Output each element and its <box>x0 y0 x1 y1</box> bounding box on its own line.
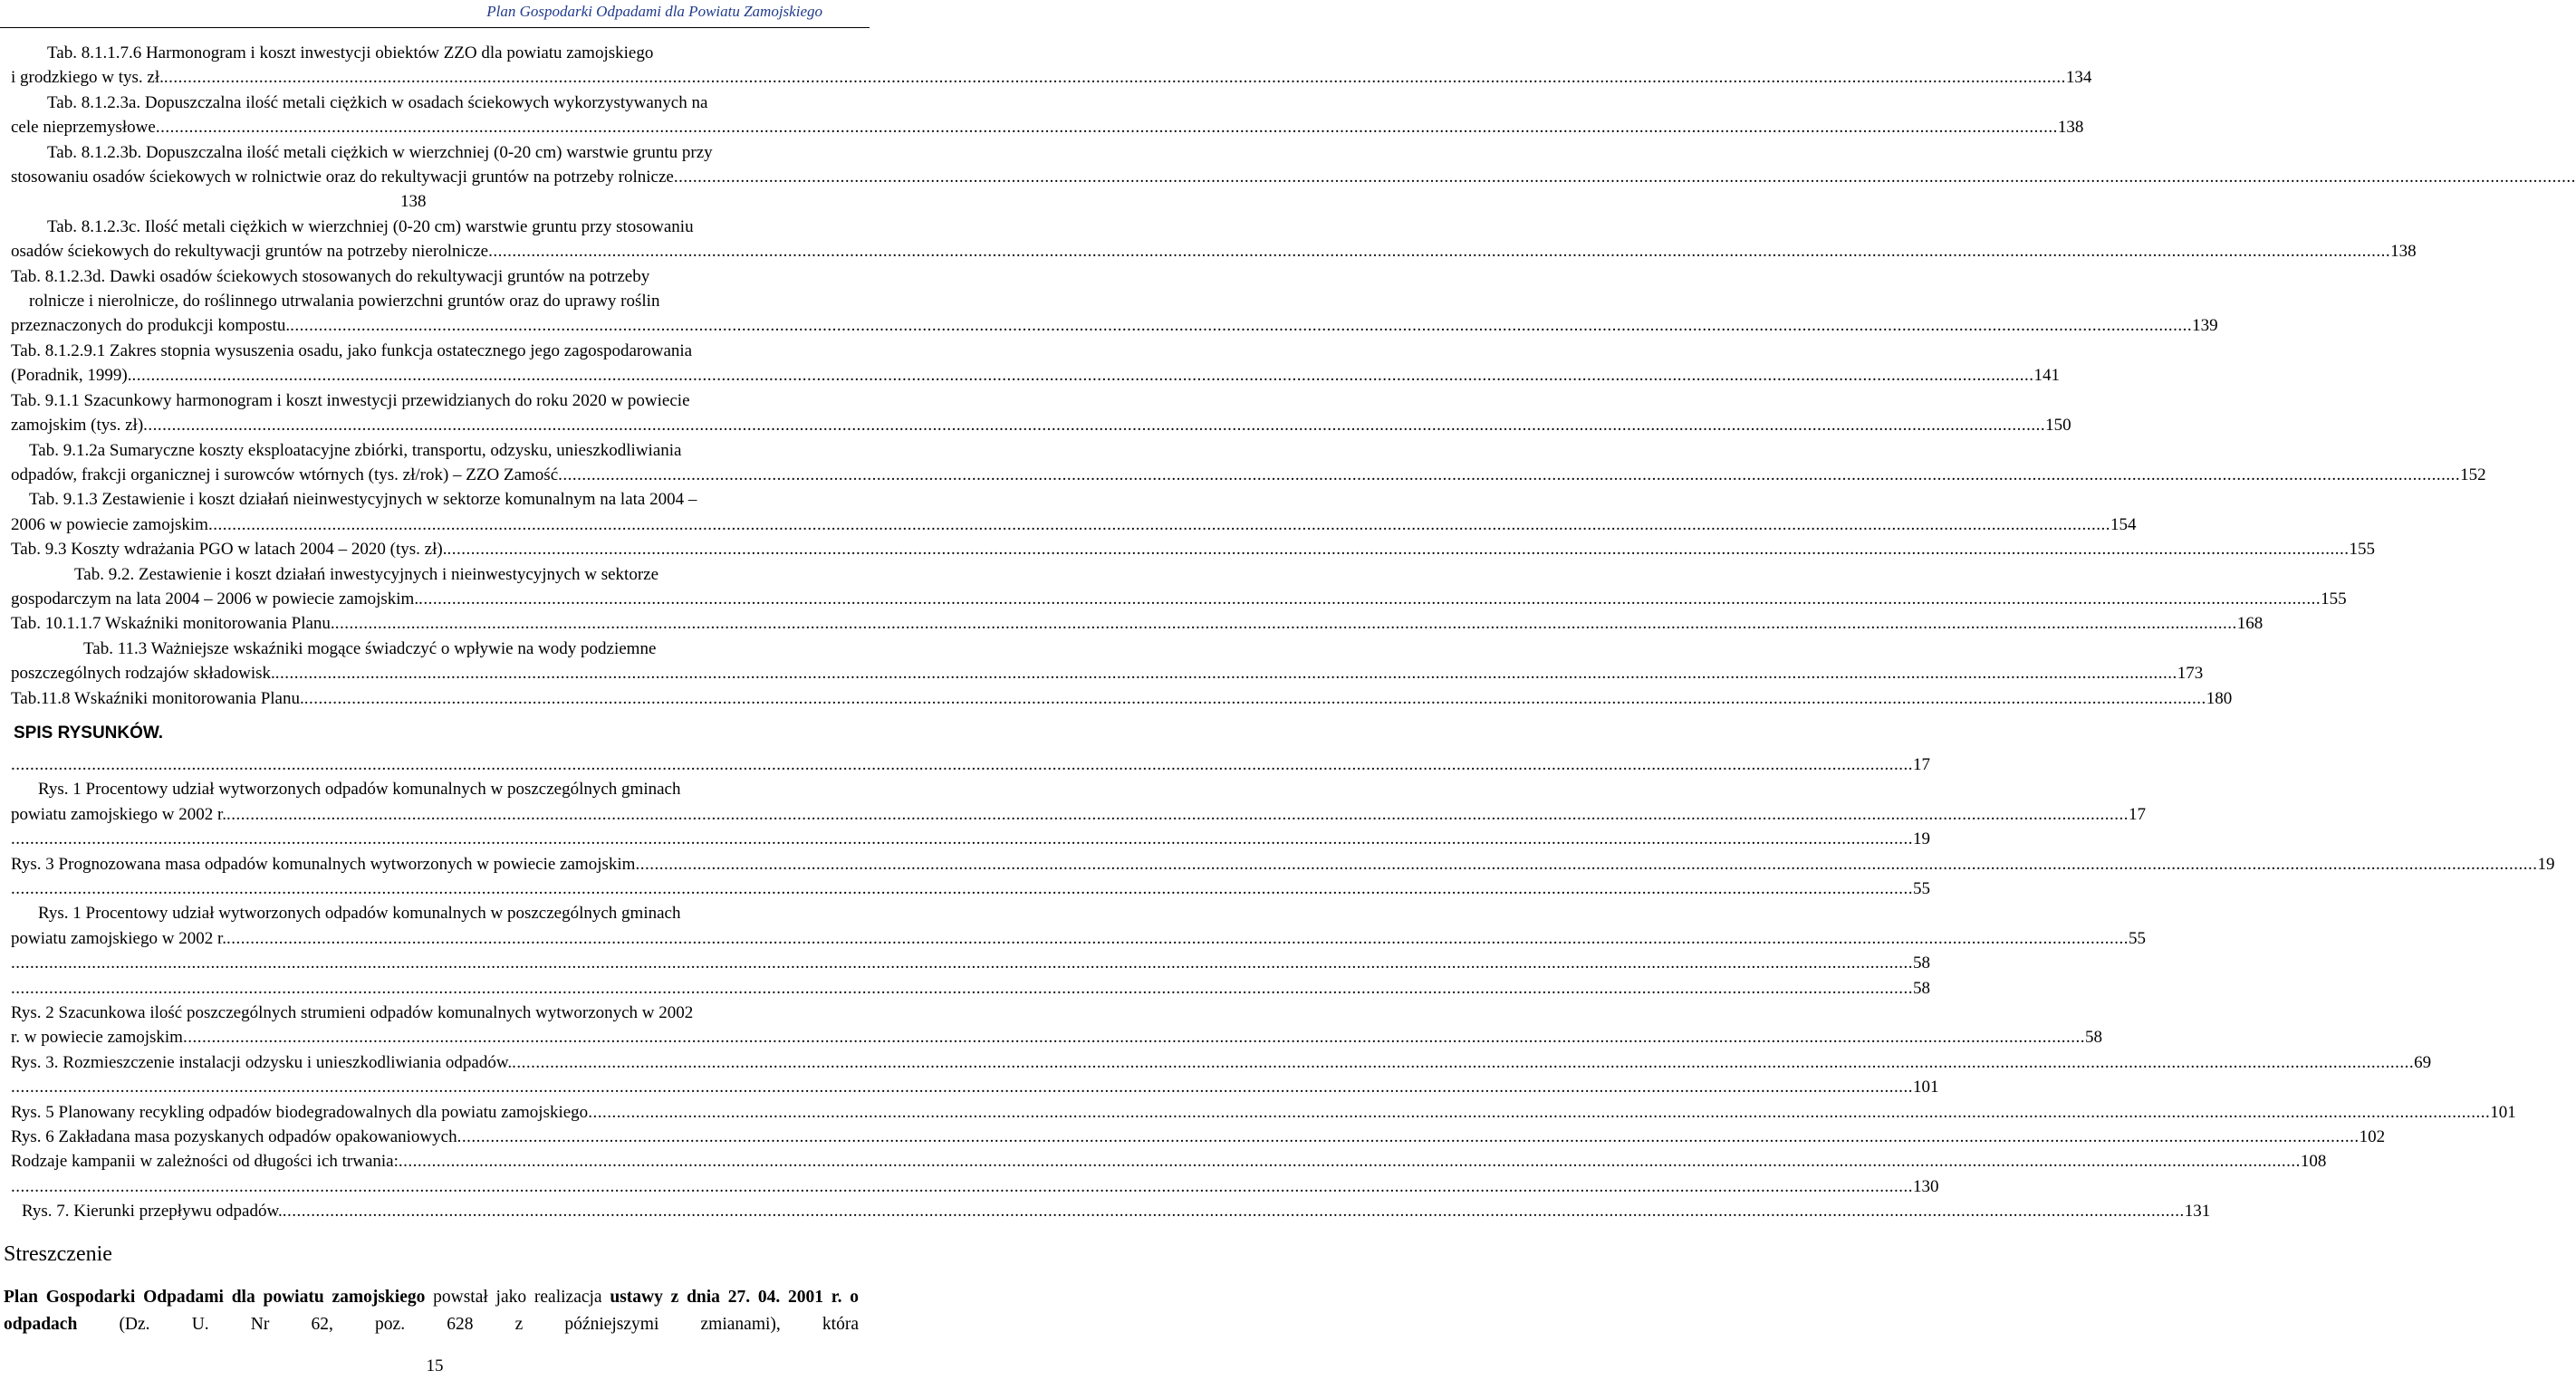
figure-page: 69 <box>2414 1052 2432 1072</box>
summary-text-2: (Dz. U. Nr 62, poz. 628 z późniejszymi zmianami), która <box>77 1315 859 1334</box>
figure-entry[interactable] <box>11 1125 2386 1149</box>
summary-heading: Streszczenie <box>4 1242 112 1266</box>
figure-line[interactable] <box>11 976 1930 1001</box>
figure-page: 58 <box>1913 954 1930 973</box>
table-line[interactable] <box>11 686 2233 711</box>
table-title: zamojskim (tys. zł) <box>11 416 144 436</box>
figure-page: 19 <box>2537 854 2555 874</box>
table-page: 168 <box>2236 614 2264 634</box>
figure-page: 102 <box>2359 1127 2386 1147</box>
figure-entry[interactable] <box>11 777 2146 827</box>
figure-title: Rys. 3. Rozmieszczenie instalacji odzysku i unieszkodliwiania odpadów. <box>11 1052 513 1072</box>
figure-page: 19 <box>1913 829 1930 849</box>
table-line[interactable] <box>11 363 2061 388</box>
dot-leader: ................................................................................................................................................................................................................................................................................................................................................................................................................ <box>11 879 1913 898</box>
dot-leader: ................................................................................................................................................................................................................................................................................................................................................................................................................ <box>418 589 2321 609</box>
table-title-first: Tab. 8.1.2.9.1 Zakres stopnia wysuszenia osadu, jako funkcja ostatecznego jego zagospodarowania <box>11 340 693 360</box>
figure-page: 108 <box>2300 1152 2327 1172</box>
table-line[interactable] <box>11 537 2375 561</box>
figure-title-first: Rys. 1 Procentowy udział wytworzonych odpadów komunalnych w poszczególnych gminach <box>38 904 681 924</box>
table-title-middle: rolnicze i nierolnicze, do roślinnego utrwalania powierzchni gruntów oraz do uprawy roślin <box>29 292 660 311</box>
figure-entry[interactable] <box>11 877 1930 901</box>
dot-leader: ................................................................................................................................................................................................................................................................................................................................................................................................................ <box>303 688 2206 708</box>
dot-leader: ................................................................................................................................................................................................................................................................................................................................................................................................................ <box>558 465 2461 484</box>
table-title-first: Tab. 8.1.2.3a. Dopuszczalna ilość metali ciężkich w osadach ściekowych wykorzystywanych na <box>47 92 708 112</box>
summary-paragraph <box>4 1284 859 1338</box>
table-entry[interactable] <box>11 562 2347 612</box>
table-title: Tab. 9.3 Koszty wdrażania PGO w latach 2004 – 2020 (tys. zł). <box>11 540 447 560</box>
table-title-first: Tab. 8.1.1.7.6 Harmonogram i koszt inwestycji obiektów ZZO dla powiatu zamojskiego <box>47 43 654 62</box>
table-title-first: Tab. 8.1.2.3c. Ilość metali ciężkich w wierzchniej (0-20 cm) warstwie gruntu przy stosowaniu <box>47 216 694 236</box>
summary-bold-2: ustawy z dnia 27. 04. 2001 r. o odpadach <box>4 1288 860 1334</box>
table-entry[interactable] <box>11 637 2204 686</box>
table-entry[interactable] <box>11 91 2084 140</box>
figure-page: 17 <box>2129 804 2146 824</box>
figure-line[interactable] <box>11 877 1930 901</box>
dot-leader: ................................................................................................................................................................................................................................................................................................................................................................................................................ <box>11 829 1913 849</box>
figure-title: Rys. 5 Planowany recykling odpadów biodegradowalnych dla powiatu zamojskiego <box>11 1102 589 1122</box>
figure-line[interactable] <box>11 752 1930 777</box>
figure-entry[interactable] <box>11 951 1930 975</box>
figure-title: Rys. 6 Zakładana masa pozyskanych odpadów opakowaniowych <box>11 1127 457 1147</box>
table-title: 2006 w powiecie zamojskim <box>11 514 208 534</box>
table-title-first: Tab. 9.1.3 Zestawienie i koszt działań nieinwestycyjnych w sektorze komunalnym na lata 2004 – <box>29 490 697 510</box>
table-entry[interactable] <box>11 611 2264 636</box>
figure-entry[interactable] <box>11 1174 1939 1199</box>
figure-line[interactable] <box>11 1199 2211 1223</box>
figures-heading: SPIS RYSUNKÓW. <box>14 723 164 743</box>
table-page: 150 <box>2045 416 2071 436</box>
summary-text-1: powstał jako realizacja <box>425 1288 610 1307</box>
table-line[interactable] <box>11 313 2218 338</box>
figure-title: powiatu zamojskiego w 2002 r. <box>11 928 226 948</box>
dot-leader: ................................................................................................................................................................................................................................................................................................................................................................................................................ <box>488 242 2391 262</box>
table-title: odpadów, frakcji organicznej i surowców wtórnych (tys. zł/rok) – ZZO Zamość <box>11 465 559 484</box>
figure-page: 131 <box>2184 1202 2211 1222</box>
figure-entry[interactable] <box>11 827 1930 851</box>
table-title: i grodzkiego w tys. zł. <box>11 68 164 88</box>
figure-entry[interactable] <box>11 752 1930 777</box>
table-line[interactable] <box>11 513 2137 537</box>
figure-title-first: Rys. 2 Szacunkowa ilość poszczególnych strumieni odpadów komunalnych wytworzonych w 2002 <box>11 1003 694 1023</box>
tables-list <box>11 41 2576 711</box>
dot-leader: ................................................................................................................................................................................................................................................................................................................................................................................................................ <box>635 854 2538 874</box>
dot-leader: ................................................................................................................................................................................................................................................................................................................................................................................................................ <box>207 514 2110 534</box>
table-page: 155 <box>2349 540 2375 560</box>
table-page: 154 <box>2110 514 2137 534</box>
table-title: osadów ściekowych do rekultywacji gruntów na potrzeby nierolnicze <box>11 242 489 262</box>
page-number: 15 <box>426 1356 444 1375</box>
table-title-first: Tab. 9.1.1 Szacunkowy harmonogram i koszt inwestycji przewidzianych do roku 2020 w powiecie <box>11 390 690 410</box>
table-line[interactable] <box>11 115 2084 139</box>
table-page: 152 <box>2460 465 2486 484</box>
dot-leader: ................................................................................................................................................................................................................................................................................................................................................................................................................ <box>182 1028 2085 1048</box>
figure-title: r. w powiecie zamojskim <box>11 1028 183 1048</box>
table-entry[interactable] <box>11 264 2218 339</box>
dot-leader: ................................................................................................................................................................................................................................................................................................................................................................................................................ <box>447 540 2350 560</box>
table-page: 138 <box>2390 242 2417 262</box>
table-page: 155 <box>2321 589 2347 609</box>
figure-entry[interactable] <box>11 852 2555 877</box>
dot-leader: ................................................................................................................................................................................................................................................................................................................................................................................................................ <box>11 954 1913 973</box>
table-title-first: Tab. 8.1.2.3b. Dopuszczalna ilość metali ciężkich w wierzchniej (0-20 cm) warstwie gruntu przy <box>47 142 713 162</box>
dot-leader: ................................................................................................................................................................................................................................................................................................................................................................................................................ <box>512 1052 2415 1072</box>
dot-leader: ................................................................................................................................................................................................................................................................................................................................................................................................................ <box>131 366 2034 386</box>
dot-leader: ................................................................................................................................................................................................................................................................................................................................................................................................................ <box>11 1176 1913 1196</box>
figure-entry[interactable] <box>11 1001 2102 1050</box>
figure-line[interactable] <box>11 827 1930 851</box>
table-line[interactable] <box>11 165 2576 189</box>
table-page: 141 <box>2033 366 2061 386</box>
figure-entry[interactable] <box>11 1100 2516 1125</box>
figure-page: 130 <box>1913 1176 1939 1196</box>
page-header <box>0 0 870 28</box>
figure-entry[interactable] <box>11 1199 2211 1223</box>
table-entry[interactable] <box>11 140 2576 215</box>
dot-leader: ................................................................................................................................................................................................................................................................................................................................................................................................................ <box>11 754 1913 774</box>
table-entry[interactable] <box>11 537 2375 561</box>
figure-line[interactable] <box>11 802 2146 827</box>
dot-leader: ................................................................................................................................................................................................................................................................................................................................................................................................................ <box>163 68 2066 88</box>
figure-line[interactable] <box>11 1075 1939 1099</box>
figure-entry[interactable] <box>11 901 2146 951</box>
dot-leader: ................................................................................................................................................................................................................................................................................................................................................................................................................ <box>673 168 2576 187</box>
dot-leader: ................................................................................................................................................................................................................................................................................................................................................................................................................ <box>398 1152 2301 1172</box>
table-title: stosowaniu osadów ściekowych w rolnictwie oraz do rekultywacji gruntów na potrzeby rolnicze <box>11 168 674 187</box>
figure-title-first: Rys. 1 Procentowy udział wytworzonych odpadów komunalnych w poszczególnych gminach <box>38 780 681 800</box>
figure-title: Rodzaje kampanii w zależności od długości ich trwania: <box>11 1152 399 1172</box>
dot-leader: ................................................................................................................................................................................................................................................................................................................................................................................................................ <box>226 928 2129 948</box>
table-title: cele nieprzemysłowe <box>11 118 156 138</box>
dot-leader: ................................................................................................................................................................................................................................................................................................................................................................................................................ <box>457 1127 2360 1147</box>
header-title: Plan Gospodarki Odpadami dla Powiatu Zamojskiego <box>486 3 822 20</box>
table-line[interactable] <box>11 587 2347 611</box>
figure-line[interactable] <box>11 1050 2432 1075</box>
figure-entry[interactable] <box>11 1050 2432 1075</box>
table-line[interactable] <box>11 239 2417 264</box>
table-page-wrapped: 138 <box>400 192 427 212</box>
table-entry[interactable] <box>11 339 2061 388</box>
figure-line[interactable] <box>11 926 2146 951</box>
figure-title: powiatu zamojskiego w 2002 r. <box>11 804 226 824</box>
dot-leader: ................................................................................................................................................................................................................................................................................................................................................................................................................ <box>588 1102 2491 1122</box>
table-page: 180 <box>2206 688 2233 708</box>
table-title-first: Tab. 9.2. Zestawienie i koszt działań inwestycyjnych i nieinwestycyjnych w sektorze <box>74 564 659 584</box>
figure-line[interactable] <box>11 1025 2102 1049</box>
table-line[interactable] <box>11 413 2071 437</box>
table-title-first: Tab. 11.3 Ważniejsze wskaźniki mogące świadczyć o wpływie na wody podziemne <box>83 638 657 658</box>
table-title-first: Tab. 8.1.2.3d. Dawki osadów ściekowych stosowanych do rekultywacji gruntów na potrzeby <box>11 266 650 286</box>
dot-leader: ................................................................................................................................................................................................................................................................................................................................................................................................................ <box>226 804 2129 824</box>
table-page: 173 <box>2177 664 2204 684</box>
table-entry[interactable] <box>11 686 2233 711</box>
table-title: przeznaczonych do produkcji kompostu. <box>11 316 291 336</box>
figures-list <box>11 752 2555 1224</box>
dot-leader: ................................................................................................................................................................................................................................................................................................................................................................................................................ <box>334 614 2237 634</box>
dot-leader: ................................................................................................................................................................................................................................................................................................................................................................................................................ <box>282 1202 2185 1222</box>
figure-page: 17 <box>1913 754 1930 774</box>
table-title: Tab.11.8 Wskaźniki monitorowania Planu. <box>11 688 304 708</box>
dot-leader: ................................................................................................................................................................................................................................................................................................................................................................................................................ <box>11 1078 1913 1097</box>
table-entry[interactable] <box>11 388 2071 438</box>
figure-page: 55 <box>1913 879 1930 898</box>
figure-page: 101 <box>1913 1078 1939 1097</box>
table-title: (Poradnik, 1999). <box>11 366 132 386</box>
figure-title: Rys. 3 Prognozowana masa odpadów komunalnych wytworzonych w powiecie zamojskim <box>11 854 636 874</box>
table-of-contents <box>11 41 2576 1224</box>
table-entry[interactable] <box>11 215 2417 264</box>
dot-leader: ................................................................................................................................................................................................................................................................................................................................................................................................................ <box>143 416 2046 436</box>
summary-bold-1: Plan Gospodarki Odpadami dla powiatu zamojskiego <box>4 1288 426 1307</box>
table-page: 134 <box>2065 68 2092 88</box>
table-line[interactable] <box>11 65 2092 90</box>
table-title: Tab. 10.1.1.7 Wskaźniki monitorowania Planu. <box>11 614 335 634</box>
figure-line[interactable] <box>11 1100 2516 1125</box>
figure-entry[interactable] <box>11 1149 2327 1174</box>
figure-line[interactable] <box>11 1125 2386 1149</box>
figure-entry[interactable] <box>11 1075 1939 1099</box>
figure-page: 58 <box>2084 1028 2102 1048</box>
table-title-first: Tab. 9.1.2a Sumaryczne koszty eksploatacyjne zbiórki, transportu, odzysku, unieszkodliwiania <box>29 440 682 460</box>
figure-page: 101 <box>2490 1102 2516 1122</box>
table-entry[interactable] <box>11 487 2137 537</box>
table-title: gospodarczym na lata 2004 – 2006 w powiecie zamojskim. <box>11 589 419 609</box>
figure-line[interactable] <box>11 1149 2327 1174</box>
figure-line[interactable] <box>11 951 1930 975</box>
table-line[interactable] <box>11 463 2486 487</box>
dot-leader: ................................................................................................................................................................................................................................................................................................................................................................................................................ <box>274 664 2177 684</box>
figure-line[interactable] <box>11 1174 1939 1199</box>
dot-leader: ................................................................................................................................................................................................................................................................................................................................................................................................................ <box>11 978 1913 998</box>
figure-page: 55 <box>2129 928 2146 948</box>
table-entry[interactable] <box>11 438 2486 488</box>
table-title: poszczególnych rodzajów składowisk. <box>11 664 275 684</box>
figure-entry[interactable] <box>11 976 1930 1001</box>
figure-line[interactable] <box>11 852 2555 877</box>
dot-leader: ................................................................................................................................................................................................................................................................................................................................................................................................................ <box>290 316 2193 336</box>
dot-leader: ................................................................................................................................................................................................................................................................................................................................................................................................................ <box>155 118 2058 138</box>
table-page: 138 <box>2057 118 2084 138</box>
figure-page: 58 <box>1913 978 1930 998</box>
table-entry[interactable] <box>11 41 2092 91</box>
figure-title: Rys. 7. Kierunki przepływu odpadów. <box>22 1202 283 1222</box>
table-page: 139 <box>2192 316 2218 336</box>
table-line[interactable] <box>11 661 2204 685</box>
table-line[interactable] <box>11 611 2264 636</box>
